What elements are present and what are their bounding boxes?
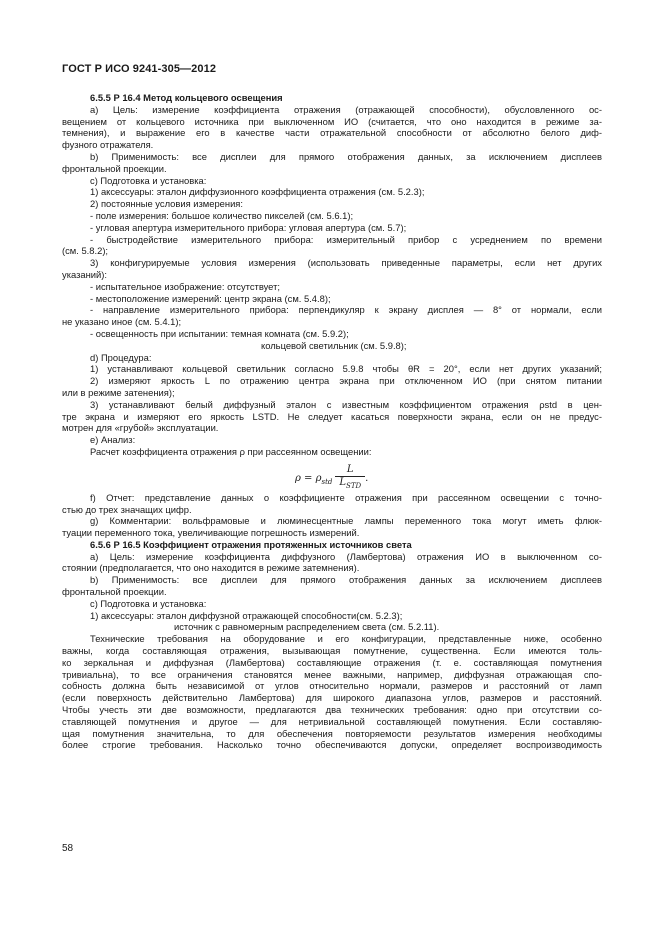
text-line: 3) конфигурируемые условия измерения (использовать приведенные параметры, если нет других	[90, 257, 602, 269]
document-body	[62, 92, 602, 751]
text-line: - поле измерения: большое количество пикселей (см. 5.6.1);	[90, 209, 354, 221]
text-line: туации переменного тока, увеличивающие погрешность измерений.	[62, 527, 360, 539]
text-line: темнения), и выражение его в качестве части отражательной способности от абсолютно белого диф-	[62, 127, 602, 139]
text-line: источник с равномерным распределением света (см. 5.2.11).	[174, 621, 440, 633]
text-line: Технические требования на оборудование и его конфигурации, представленные ниже, особенно	[90, 633, 602, 645]
text-line: собность должна быть независимой от углов относительно нормали, размеров и расстояний от ламп	[62, 680, 602, 692]
text-line: мотрен для «грубой» эксплуатации.	[62, 422, 219, 434]
text-line: тре экрана и измеряют его яркость LSTD. Не следует касаться поверхности экрана, если он не предус-	[62, 410, 602, 422]
formula-den-symbol: L	[339, 476, 347, 488]
text-line: или в режиме затенения);	[62, 386, 175, 398]
text-line: ко зеркальная и диффузная (Ламбертова) составляющие отражения (т. е. составляющая помутнения	[62, 656, 602, 668]
text-line: кольцевой светильник (см. 5.9.8);	[261, 339, 407, 351]
text-line: 1) аксессуары: эталон диффузной отражающей способности(см. 5.2.3);	[90, 609, 403, 621]
text-line: b) Применимость: все дисплеи для прямого отображения данных, за исключением дисплеев	[90, 150, 602, 162]
text-line: более строгие требования. Насколько точно обеспечиваются допуски, определяет воспроизводимость	[62, 739, 602, 751]
text-line: (см. 5.8.2);	[62, 245, 109, 257]
text-line: f) Отчет: представление данных о коэффициенте отражения при рассеянном освещении с точно-	[90, 491, 602, 503]
text-line: а) Цель: измерение коэффициента отражения (отражающей способности), обусловленного ос-	[90, 103, 602, 115]
text-line: b) Применимость: все дисплеи для прямого отображения данных за исключением дисплеев	[90, 574, 602, 586]
formula-numerator: L	[335, 464, 365, 477]
text-line: стоянии (предполагается, что оно находится в режиме затемнения).	[62, 562, 360, 574]
text-line: не указано иное (см. 5.4.1);	[62, 316, 182, 328]
formula-lhs-sub: std	[321, 477, 333, 486]
text-line: 6.5.6 Р 16.5 Коэффициент отражения протяженных источников света	[90, 538, 412, 550]
text-line: 6.5.5 Р 16.4 Метод кольцевого освещения	[90, 92, 283, 103]
formula-denominator	[335, 477, 365, 493]
text-line: указаний):	[62, 268, 107, 280]
formula-fraction	[335, 464, 365, 493]
text-line: щая помутнения значительна, то для обеспечения повторяемости результатов измерения необходимы	[62, 727, 602, 739]
text-line: важны, когда составляющая отражения, вызывающая помутнение, существенна. Если имеются толь-	[62, 645, 602, 657]
formula-den-sub: STD	[346, 481, 362, 490]
text-line: тривиальна), то все ограничения становятся менее важными, например, диффузная отражающая спо-	[62, 668, 602, 680]
page-number: 58	[62, 843, 74, 854]
text-line: g) Комментарии: вольфрамовые и люминесцентные лампы переменного тока могут иметь флюк-	[90, 515, 602, 527]
text-line: e) Анализ:	[90, 434, 136, 446]
reflectance-formula: $\rho = \rho_{std}$ $\frac{L}{L_{STD}}$ .	[62, 458, 602, 492]
text-line: c) Подготовка и установка:	[90, 174, 207, 186]
text-line: фузного отражателя.	[62, 139, 154, 151]
formula-lhs: ρ = ρ	[295, 472, 322, 484]
text-line: 1) аксессуары: эталон диффузионного коэффициента отражения (см. 5.2.3);	[90, 186, 425, 198]
text-line: а) Цель: измерение коэффициента диффузного (Ламбертова) отражения ИО в выключенном со-	[90, 550, 602, 562]
text-line: 2) измеряют яркость L по отражению центра экрана при отключенном ИО (при снятом питании	[90, 375, 602, 387]
text-line: фронтальной проекции.	[62, 586, 167, 598]
text-line: - быстродействие измерительного прибора: измерительный прибор с усреднением по времени	[90, 233, 602, 245]
text-line: c) Подготовка и установка:	[90, 597, 207, 609]
text-line: Расчет коэффициента отражения ρ при рассеянном освещении:	[90, 445, 372, 457]
text-line: 3) устанавливают белый диффузный эталон с известным коэффициентом отражения ρstd в цен-	[90, 398, 602, 410]
text-line: вещением от кольцевого источника при выключенном ИО (считается, что оно находится в режиме за-	[62, 115, 602, 127]
text-line: - местоположение измерений: центр экрана (см. 5.4.8);	[90, 292, 331, 304]
text-line: ставляющей помутнения и другое — для нетривиальной составляющей помутнения. Если составляю-	[62, 715, 602, 727]
text-line: 1) устанавливают кольцевой светильник согласно 5.9.8 чтобы θR = 20°, если нет других указаний;	[90, 363, 602, 375]
text-line: (если поверхность действительно Ламбертова) для широкого диапазона углов, размеров и расстояний.	[62, 692, 602, 704]
text-line: фронтальной проекции.	[62, 162, 167, 174]
text-line: - испытательное изображение: отсутствует;	[90, 280, 280, 292]
text-line: d) Процедура:	[90, 351, 152, 363]
text-line: - освещенность при испытании: темная комната (см. 5.9.2);	[90, 327, 349, 339]
document-header: ГОСТ Р ИСО 9241-305—2012	[62, 63, 217, 75]
text-line: 2) постоянные условия измерения:	[90, 198, 243, 210]
text-line: - угловая апертура измерительного прибора: угловая апертура (см. 5.7);	[90, 221, 407, 233]
text-line: Чтобы учесть эти две возможности, предлагаются два технических требования: одно при отсутствии со-	[62, 704, 602, 716]
text-line: стью до трех значащих цифр.	[62, 503, 192, 515]
text-line: - направление измерительного прибора: перпендикуляр к экрану дисплея — 8° от нормали, если	[90, 304, 602, 316]
